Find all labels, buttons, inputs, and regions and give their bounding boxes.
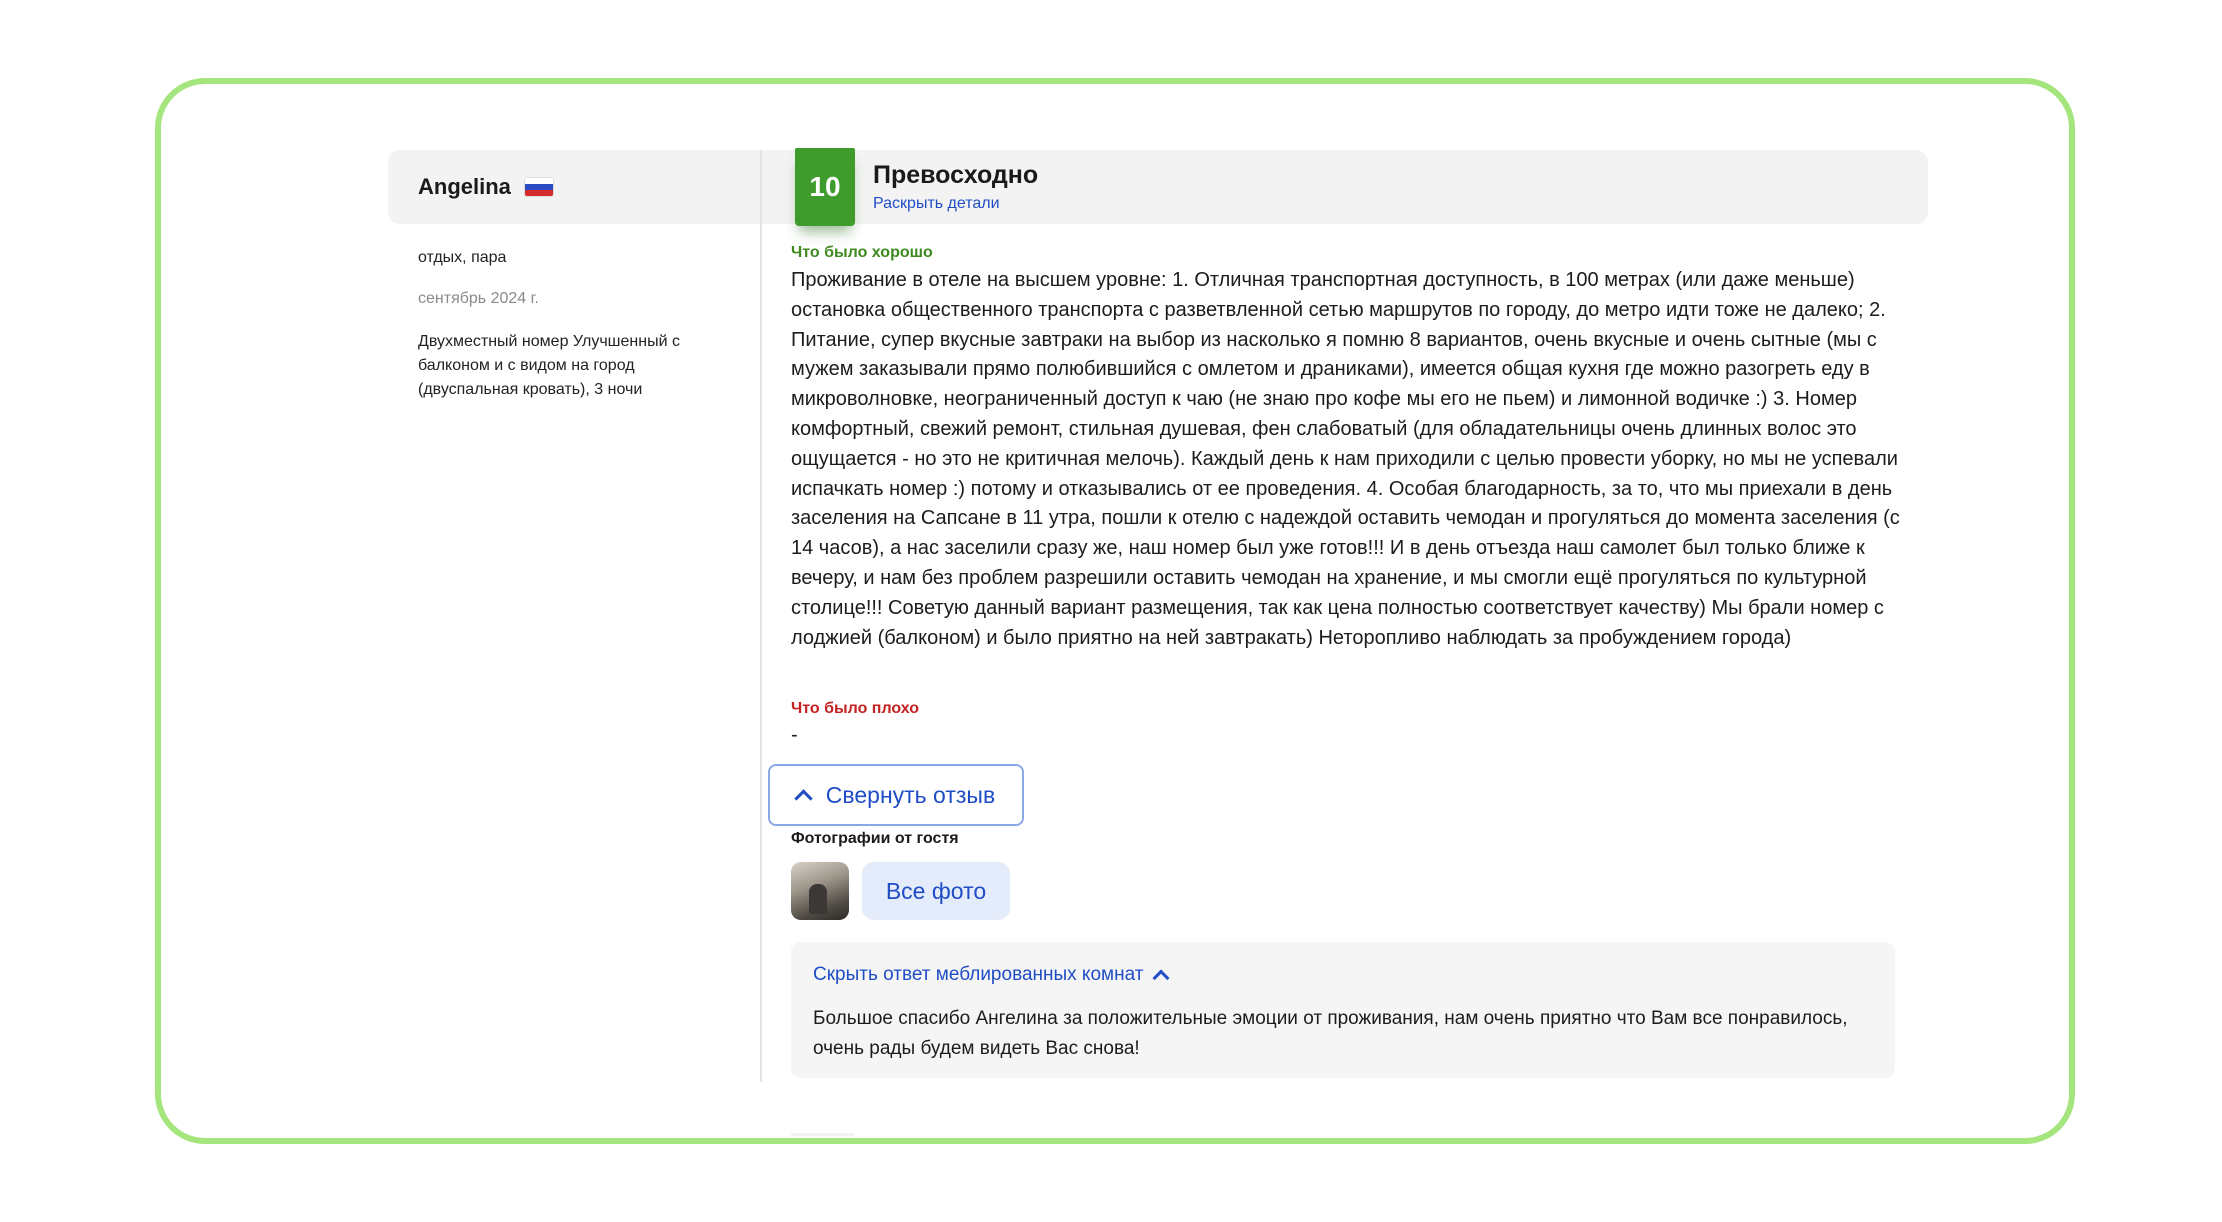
hide-reply-toggle[interactable] [813, 964, 1167, 986]
guest-info [418, 174, 553, 200]
chevron-up-icon [1153, 970, 1170, 987]
stay-date: сентябрь 2024 г. [418, 290, 539, 307]
room-type: Двухместный номер Улучшенный с балконом и с видом на город (двуспальная кровать), 3 ночи [418, 333, 680, 398]
review-header [388, 150, 1928, 224]
rating-label: Превосходно [873, 161, 1039, 189]
trip-type: отдых, пара [418, 249, 507, 266]
hide-reply-label: Скрыть ответ меблированных комнат [813, 964, 1144, 985]
collapse-review-button[interactable] [768, 764, 1024, 826]
good-text: Проживание в отеле на высшем уровне: 1. Отличная транспортная доступность, в 100 метрах (или даже меньше) остановка общественного транспорта с разветвленной сетью маршрутов по городу, до метро идти тоже не далеко; 2. Питание, супер вкусные завтраки на выбор из насколько я помню 8 вариантов, очень вкусные и очень сытные (мы с мужем заказывали прямо полюбившийся с омлетом и драниками), имеется общая кухня где можно разогреть еду в микроволновке, неограниченный доступ к чаю (не знаю про кофе мы его не пьем) и лимонной водичке :) 3. Номер комфортный, свежий ремонт, стильная душевая, фен слабоватый (для обладательницы очень длинных волос это ощущается - но это не критичная мелочь). Каждый день к нам приходили с целью провести уборку, но мы не успевали испачкать номер :) потому и отказывались от ее проведения. 4. Особая благодарность, за то, что мы приехали в день заселения на Сапсане в 11 утра, пошли к отелю с надеждой оставить чемодан и прогуляться до момента заселения (с 14 часов), а нас заселили сразу же, наш номер был уже готов!!! И в день отъезда наш самолет был только ближе к вечеру, и нам без проблем разрешили оставить чемодан на хранение, и мы смогли ещё прогуляться по культурной столице!!! Советую данный вариант размещения, так как цена полностью соответствует качеству) Мы брали номер с лоджией (балконом) и было приятно на ней завтракать) Неторопливо наблюдать за пробуждением города) [791, 269, 1900, 649]
host-reply-text: Большое спасибо Ангелина за положительные эмоции от проживания, нам очень приятно что Вам все понравилось, очень рады будем видеть Вас снова! [813, 1008, 1848, 1059]
bad-label: Что было плохо [791, 700, 920, 717]
collapse-review-label: Свернуть отзыв [825, 781, 996, 808]
bad-text: - [791, 724, 798, 746]
russia-flag-icon [525, 178, 553, 196]
host-reply [791, 942, 1895, 1078]
guest-photo-thumbnail[interactable] [791, 862, 849, 920]
good-label: Что было хорошо [791, 244, 933, 261]
expand-details-link[interactable]: Раскрыть детали [873, 195, 1000, 212]
guest-name: Angelina [418, 174, 511, 199]
next-item-placeholder [791, 1133, 855, 1136]
column-divider [760, 150, 762, 1082]
all-photos-button[interactable]: Все фото [862, 862, 1010, 920]
guest-photos-label: Фотографии от гостя [791, 830, 959, 847]
chevron-up-icon [794, 789, 812, 807]
score-badge: 10 [795, 148, 855, 226]
